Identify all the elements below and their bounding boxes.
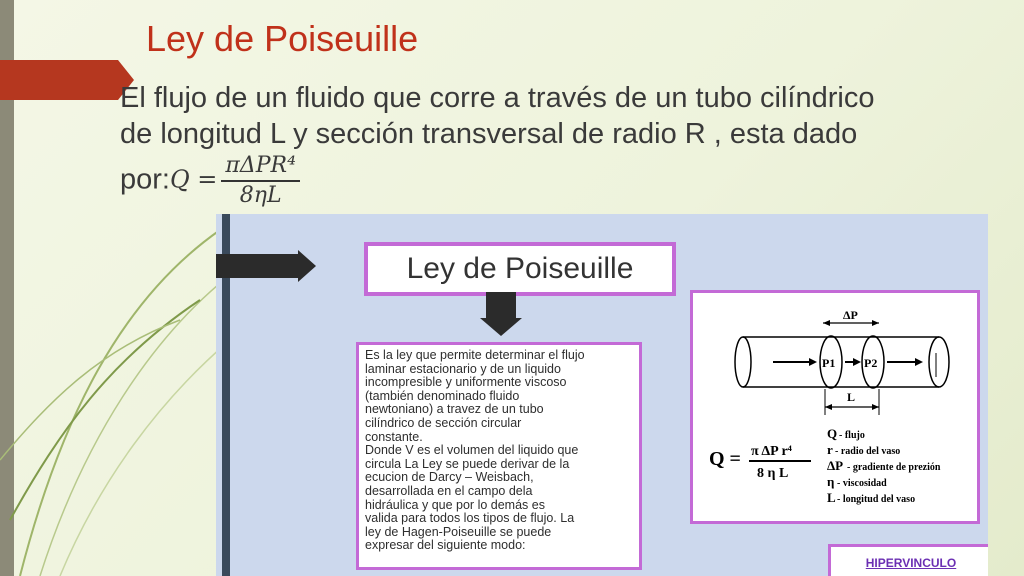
embedded-image [216, 214, 988, 576]
tube-diagram [690, 290, 980, 524]
diagram-p2: P2 [864, 356, 878, 370]
legend-sym-r: r [827, 442, 833, 457]
diagram-formula-lhs: Q = [709, 448, 741, 470]
body-line-3 [120, 152, 1000, 210]
slide-body [120, 80, 1000, 210]
diagram-p1: P1 [822, 356, 836, 370]
legend-desc-eta: - viscosidad [837, 478, 887, 489]
body-line-3-prefix: por: [120, 163, 170, 196]
formula-denominator: 8ηL [239, 183, 282, 208]
formula-lhs: Q = [169, 165, 218, 194]
slide-title: Ley de Poiseuille [146, 18, 419, 59]
formula-numerator: πΔPR⁴ [221, 152, 300, 182]
down-arrow-tip-icon [480, 318, 522, 336]
legend-sym-dp: ΔP [827, 458, 844, 473]
body-line-1: El flujo de un fluido que corre a través de un tubo cilíndrico [120, 82, 875, 114]
legend-sym-eta: η [827, 474, 835, 489]
legend-desc-q: - flujo [839, 430, 865, 441]
formula-fraction [221, 152, 300, 210]
embed-heading: Ley de Poiseuille [364, 242, 676, 296]
legend-desc-l: - longitud del vaso [837, 494, 916, 505]
legend-desc-r: - radio del vaso [835, 446, 901, 457]
down-arrow-icon [486, 292, 516, 318]
diagram-delta-p: ΔP [843, 308, 858, 322]
embed-arrow-tab [216, 254, 298, 278]
diagram-formula-num: π ΔP r⁴ [751, 444, 792, 459]
diagram-formula-den: 8 η L [757, 466, 789, 481]
body-line-2: de longitud L y sección transversal de radio R , esta dado [120, 118, 858, 150]
embed-arrow-tip [298, 250, 316, 282]
hyperlink-button[interactable]: HIPERVINCULO [828, 544, 988, 576]
title-marker-tab [0, 60, 118, 100]
diagram-l: L [847, 390, 856, 404]
diagram-legend [827, 426, 941, 505]
definition-text: Es la ley que permite determinar el flujo laminar estacionario y de un liquido incompresible y uniformente viscoso (también denominado fluido newtoniano) a travez de un tubo cilíndrico de sección circular constante. Donde V es el volumen del liquido que circula La Ley se puede derivar de la ecucion de Darcy – Weisbach, desarrollada en el campo dela hidráulica y que por lo demás es valida para todos los tipos de flujo. La ley de Hagen-Poiseuille se puede expresar del siguiente modo: [356, 342, 642, 570]
legend-sym-l: L [827, 490, 836, 505]
legend-sym-q: Q [827, 426, 838, 441]
poiseuille-formula [170, 152, 300, 210]
legend-desc-dp: - gradiente de prezión [847, 462, 941, 473]
